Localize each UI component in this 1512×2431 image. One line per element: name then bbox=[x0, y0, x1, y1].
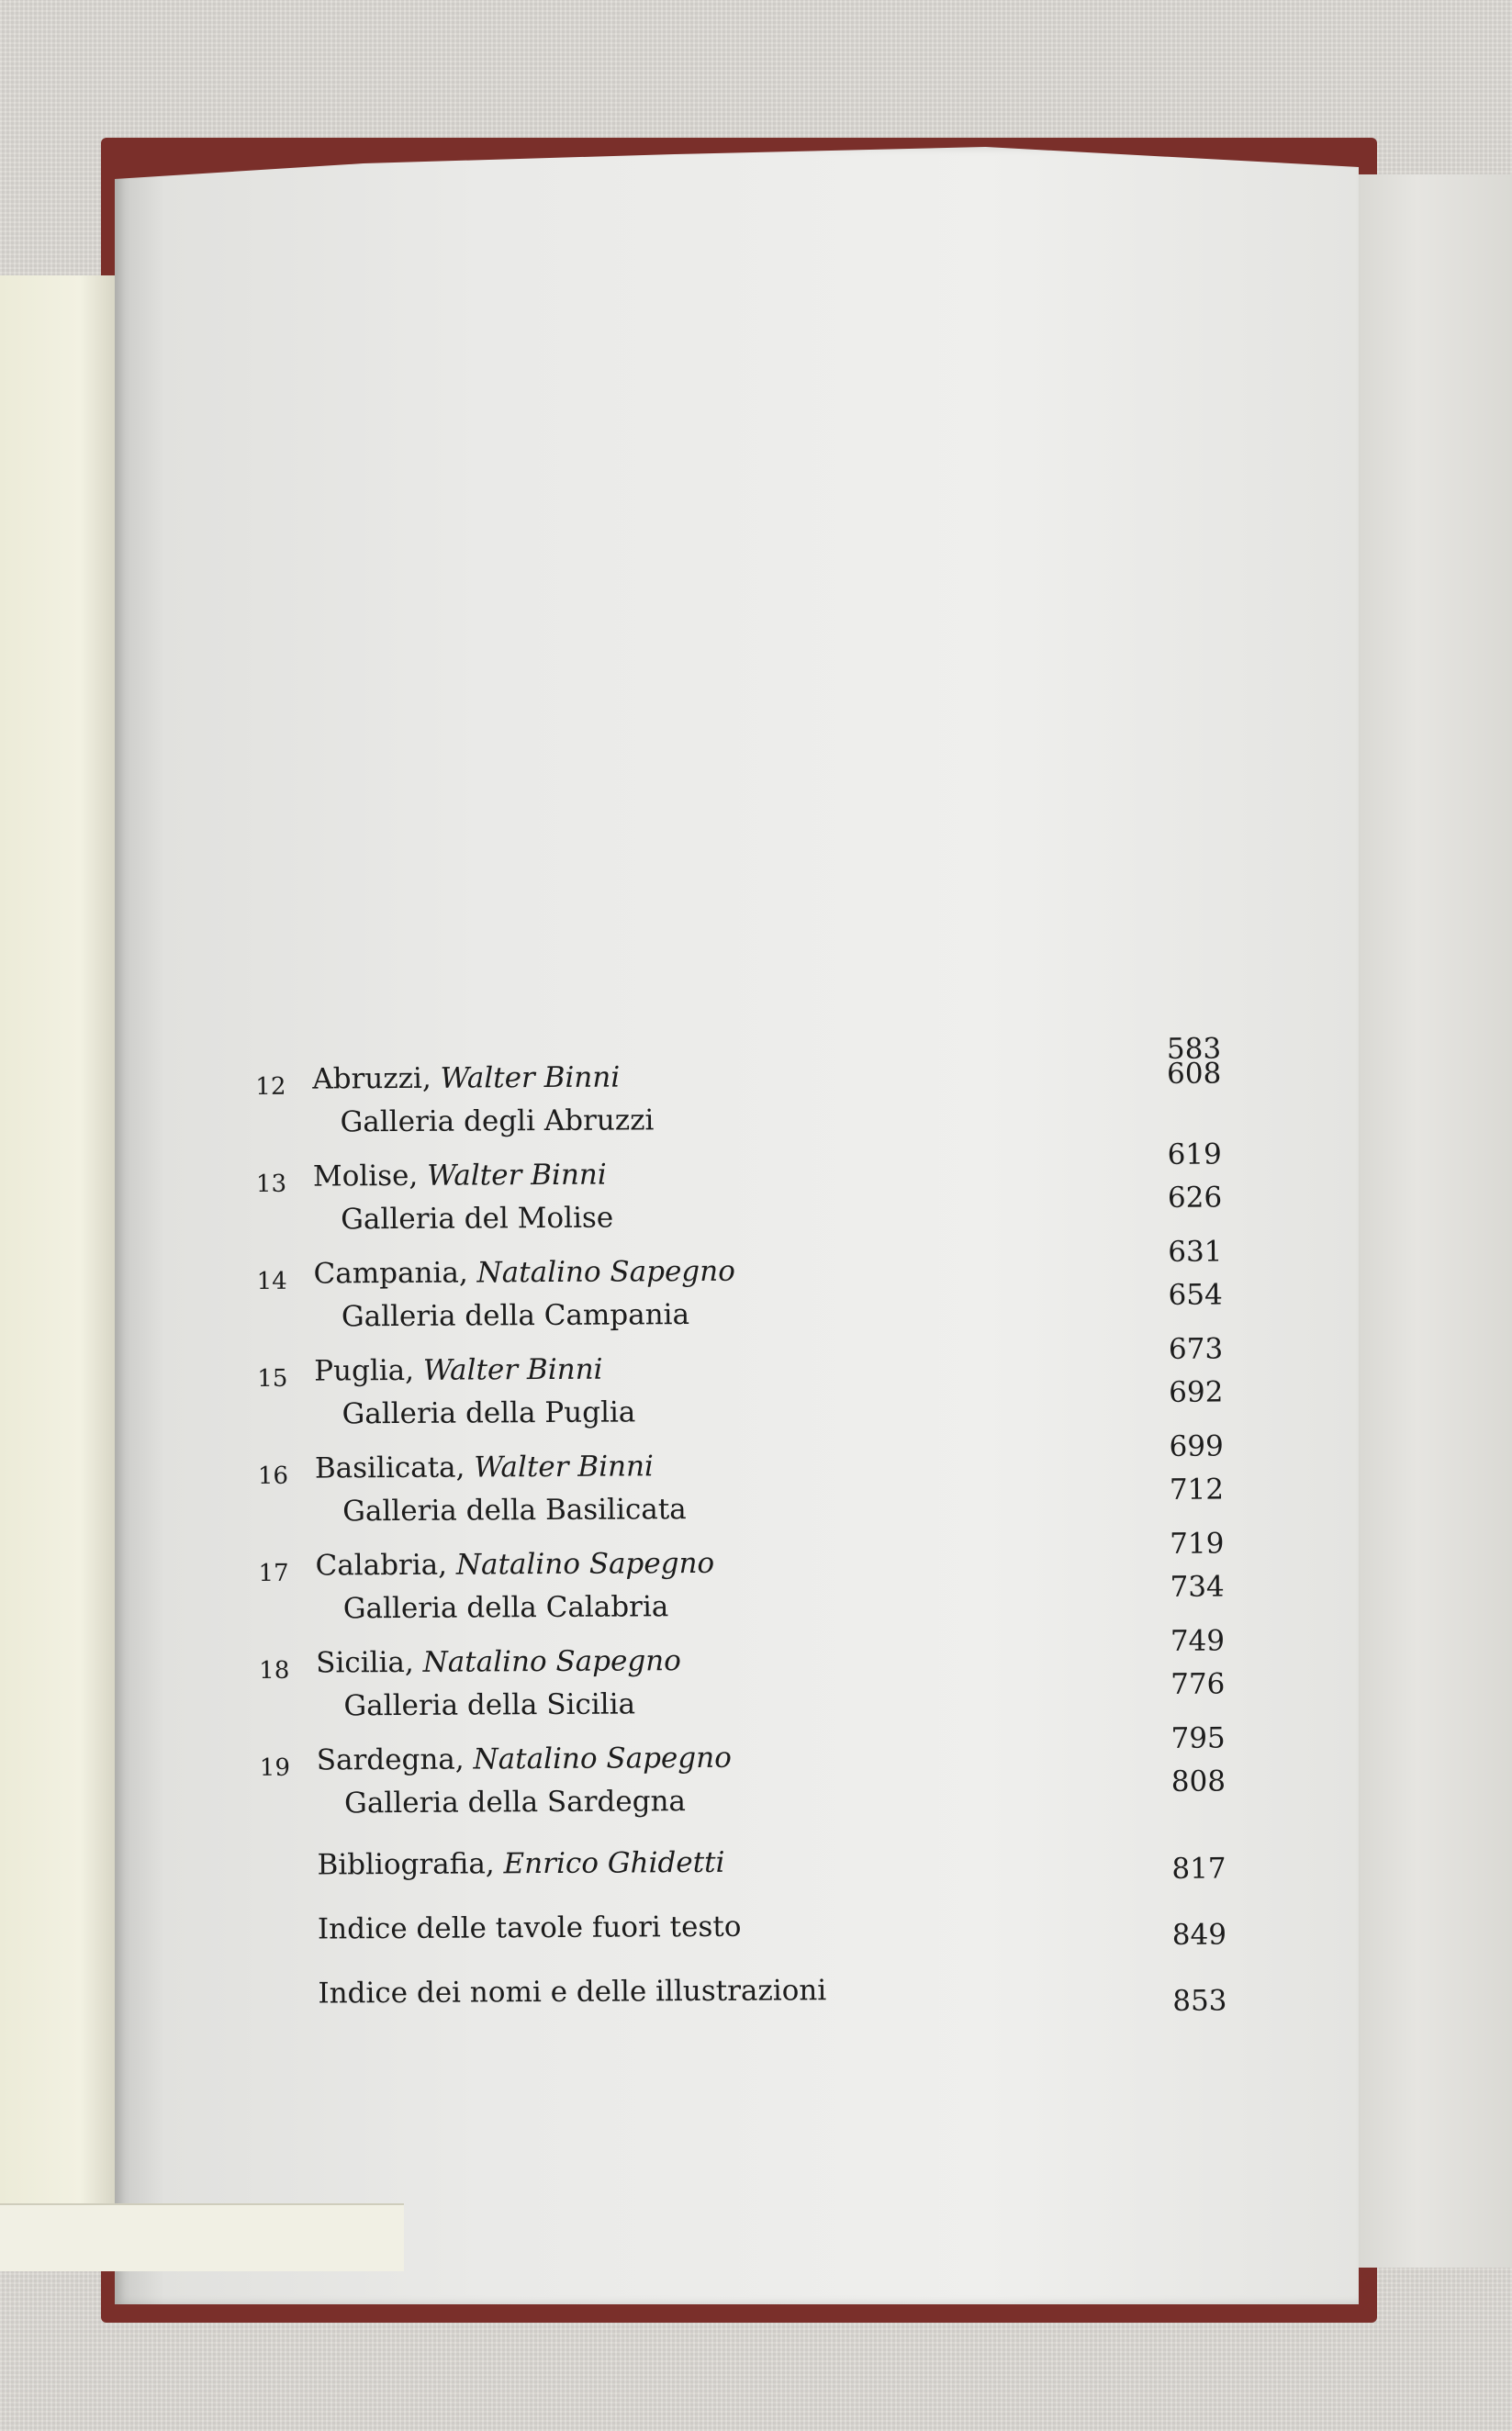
chapter-author: Walter Binni bbox=[440, 1060, 621, 1095]
toc-page-number: 619 bbox=[1167, 1137, 1222, 1171]
toc-page-number: 749 bbox=[1170, 1624, 1226, 1658]
chapter-number: 12 bbox=[255, 1072, 286, 1101]
chapter-title: Calabria, Natalino Sapegno bbox=[315, 1546, 715, 1583]
toc-entry bbox=[251, 1527, 1225, 1631]
chapter-title: Abruzzi, Walter Binni bbox=[312, 1060, 621, 1096]
appendix-entry bbox=[253, 1967, 1226, 2037]
toc-entry bbox=[248, 1053, 1222, 1145]
toc-page-number: 849 bbox=[1171, 1918, 1227, 1952]
toc-page-number: 583 bbox=[1166, 1032, 1222, 1066]
toc-page-number: 734 bbox=[1170, 1570, 1225, 1604]
gallery-title: Galleria della Sicilia bbox=[343, 1687, 636, 1723]
appendix-author: Enrico Ghidetti bbox=[503, 1845, 725, 1881]
table-of-contents bbox=[248, 1028, 1227, 2037]
appendix-entry bbox=[253, 1903, 1226, 1973]
toc-page-number: 808 bbox=[1170, 1764, 1226, 1798]
toc-page-number: 776 bbox=[1170, 1667, 1226, 1701]
toc-page-number: 631 bbox=[1168, 1235, 1223, 1269]
chapter-author: Walter Binni bbox=[427, 1158, 607, 1193]
appendix-title: Bibliografia, Enrico Ghidetti bbox=[317, 1845, 725, 1882]
toc-page-number: 699 bbox=[1169, 1429, 1224, 1463]
toc-entry bbox=[249, 1235, 1223, 1339]
toc-page-number: 673 bbox=[1168, 1332, 1224, 1366]
chapter-number: 13 bbox=[255, 1170, 287, 1198]
chapter-number: 17 bbox=[258, 1559, 289, 1587]
next-page-edge bbox=[1354, 174, 1512, 2268]
toc-page-number: 817 bbox=[1171, 1852, 1226, 1886]
toc-page-number: 692 bbox=[1169, 1375, 1224, 1409]
gallery-title: Galleria della Sardegna bbox=[344, 1785, 687, 1820]
chapter-title: Puglia, Walter Binni bbox=[314, 1352, 603, 1388]
chapter-author: Natalino Sapegno bbox=[455, 1546, 715, 1582]
gallery-title: Galleria degli Abruzzi bbox=[340, 1103, 655, 1139]
page-flap bbox=[0, 2203, 404, 2271]
chapter-title: Campania, Natalino Sapegno bbox=[313, 1254, 735, 1291]
chapter-title: Basilicata, Walter Binni bbox=[314, 1450, 655, 1485]
toc-entry bbox=[250, 1332, 1224, 1437]
toc-entry bbox=[252, 1624, 1226, 1729]
chapter-title: Sardegna, Natalino Sapegno bbox=[316, 1741, 732, 1777]
gallery-title: Galleria della Basilicata bbox=[342, 1493, 687, 1529]
toc-entry bbox=[249, 1137, 1223, 1242]
chapter-title: Sicilia, Natalino Sapegno bbox=[316, 1644, 681, 1680]
chapter-author: Natalino Sapegno bbox=[422, 1644, 681, 1679]
toc-page-number: 626 bbox=[1167, 1181, 1223, 1215]
chapter-number: 18 bbox=[259, 1656, 290, 1685]
appendix-title: Indice dei nomi e delle illustrazioni bbox=[318, 1974, 827, 2011]
toc-appendix bbox=[252, 1839, 1226, 2037]
toc-entry bbox=[252, 1721, 1226, 1826]
toc-page-number: 608 bbox=[1167, 1057, 1222, 1091]
chapter-author: Natalino Sapegno bbox=[476, 1254, 735, 1290]
toc-page-number: 853 bbox=[1172, 1984, 1227, 2018]
chapter-author: Walter Binni bbox=[474, 1450, 655, 1484]
toc-page-number: 719 bbox=[1170, 1527, 1225, 1561]
gallery-title: Galleria del Molise bbox=[341, 1201, 614, 1237]
chapter-number: 16 bbox=[257, 1462, 289, 1490]
toc-page-number: 654 bbox=[1168, 1278, 1223, 1312]
gallery-title: Galleria della Puglia bbox=[342, 1395, 636, 1431]
chapter-number: 14 bbox=[256, 1267, 287, 1295]
chapter-author: Walter Binni bbox=[422, 1352, 603, 1387]
chapter-number: 15 bbox=[257, 1364, 288, 1393]
toc-page-number: 712 bbox=[1169, 1473, 1225, 1507]
left-page-edge bbox=[0, 275, 118, 2231]
chapter-title: Molise, Walter Binni bbox=[312, 1158, 607, 1193]
toc-entry bbox=[251, 1429, 1225, 1534]
gallery-title: Galleria della Campania bbox=[341, 1298, 690, 1334]
chapter-author: Natalino Sapegno bbox=[473, 1741, 732, 1776]
appendix-title: Indice delle tavole fuori testo bbox=[317, 1910, 742, 1946]
appendix-entry bbox=[252, 1839, 1226, 1909]
toc-page-number: 795 bbox=[1170, 1721, 1226, 1755]
gallery-title: Galleria della Calabria bbox=[342, 1590, 669, 1626]
chapter-number: 19 bbox=[259, 1753, 291, 1782]
